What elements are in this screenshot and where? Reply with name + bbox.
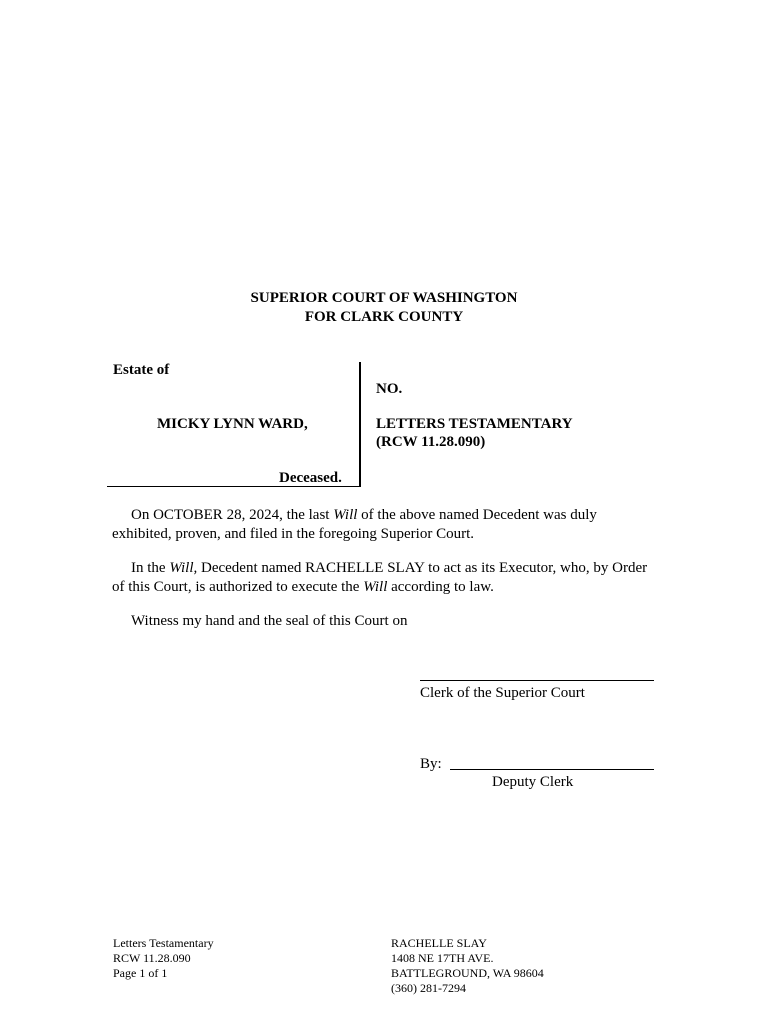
para1-text-a: On OCTOBER 28, 2024, the last [131,507,334,523]
para2-text-a: In the [131,560,170,576]
statute-reference: (RCW 11.28.090) [376,434,486,450]
by-label: By: [420,756,442,772]
para2-will-2: Will [363,579,388,595]
footer-doc-title: Letters Testamentary [113,936,214,950]
para1-text-b: of the above named Decedent was duly exhibited, proven, and filed in the foregoing Superior Court. [112,507,597,542]
paragraph-witness [112,612,657,631]
footer-address-city: BATTLEGROUND, WA 98604 [391,966,544,980]
footer-statute: RCW 11.28.090 [113,951,191,965]
caption-bottom-rule [107,486,360,487]
court-county: FOR CLARK COUNTY [304,309,464,325]
footer-filer-name: RACHELLE SLAY [391,936,487,950]
clerk-signature-line [420,680,654,681]
para2-will: Will, [169,560,198,576]
case-number-label: NO. [376,381,403,397]
paragraph-will-filed [112,506,657,544]
deputy-signature-line [450,769,654,770]
paragraph-executor [112,559,657,597]
deputy-clerk-label: Deputy Clerk [492,774,574,790]
footer-left [113,936,214,981]
document-title: LETTERS TESTAMENTARY [376,416,573,432]
deceased-label: Deceased. [279,470,342,486]
footer-right [391,936,544,996]
footer-address-street: 1408 NE 17TH AVE. [391,951,494,965]
para2-text-c: according to law. [387,579,494,595]
footer-phone: (360) 281-7294 [391,981,466,995]
court-name: SUPERIOR COURT OF WASHINGTON [250,290,518,306]
footer-page-number: Page 1 of 1 [113,966,168,980]
decedent-name: MICKY LYNN WARD, [157,416,308,432]
caption-divider [359,362,361,487]
clerk-label: Clerk of the Superior Court [420,685,585,701]
estate-of-label: Estate of [113,362,170,378]
para1-will: Will [333,507,358,523]
para2-text-b: Decedent named RACHELLE SLAY to act as its Executor, who, by Order of this Court, is authorized to execute the [112,560,648,595]
para3-text: Witness my hand and the seal of this Court on [131,613,408,629]
